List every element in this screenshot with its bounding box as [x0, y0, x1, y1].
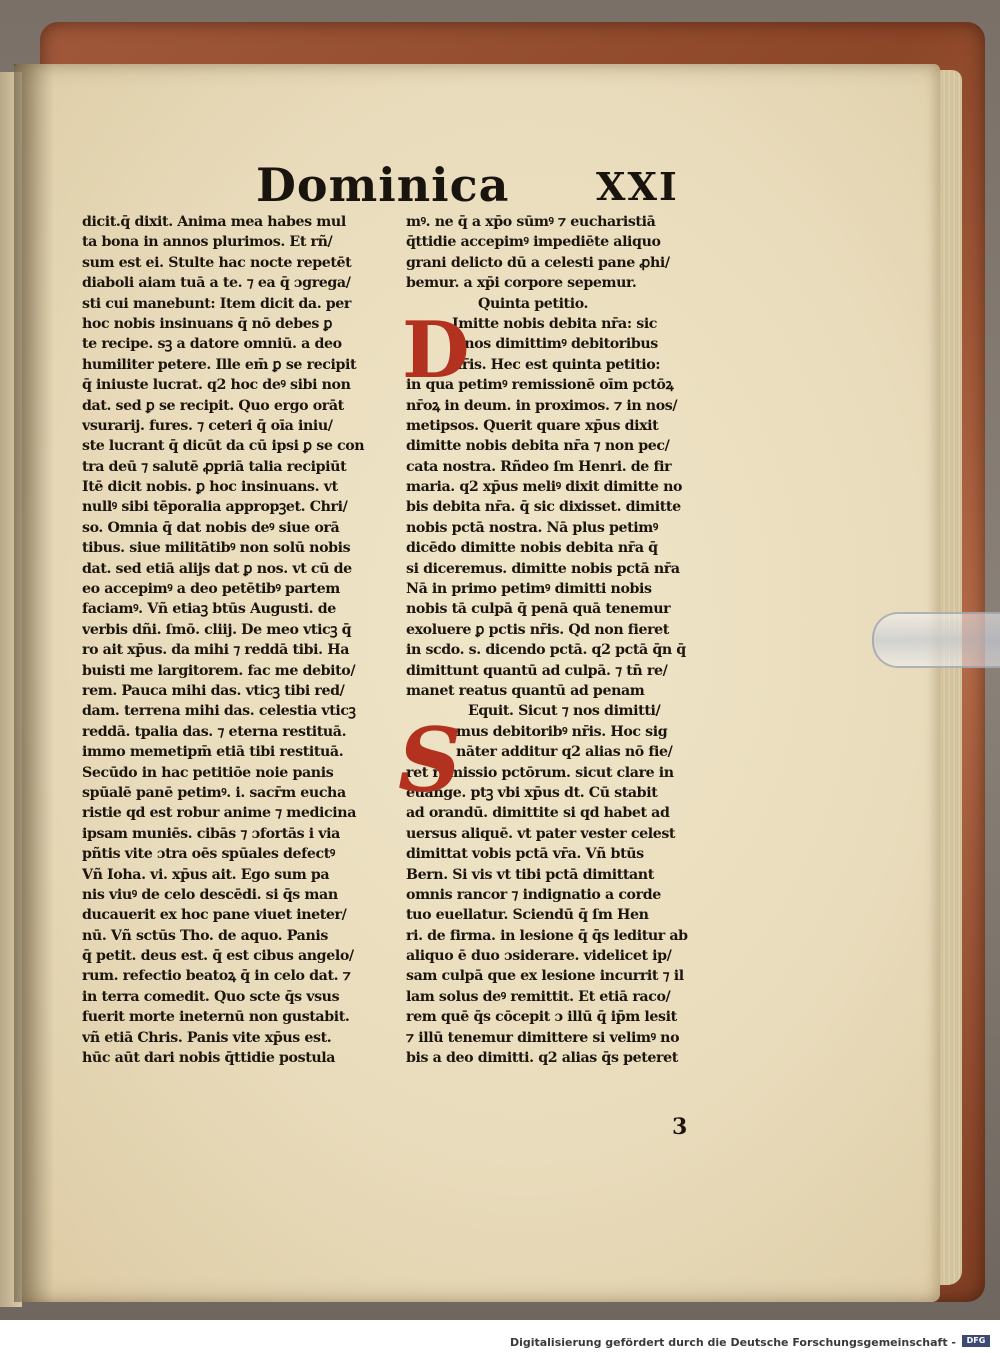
text-line: nr̄oꝝ in deum. in proximos. ⁊ in nos/ — [406, 397, 678, 414]
text-line: lam solus deꝰ remittit. Et etiā raco/ — [406, 988, 671, 1005]
text-line: vsurarij. fures. ⁊ ceteri q̄ oīa iniu/ — [82, 417, 333, 434]
section-number: XXI — [596, 164, 679, 209]
text-line: sti cui manebunt: Item dicit da. per — [82, 295, 351, 312]
text-line: Nā in primo petimꝰ dimitti nobis — [406, 581, 652, 598]
text-line: eo accepimꝰ a deo petētibꝰ partem — [82, 581, 340, 598]
text-line: euange. ptꝫ vbi xp̄us dt. Cū stabit — [406, 784, 658, 801]
text-line: bis debita nr̄a. q̄ sic dixisset. dimitte — [406, 499, 681, 516]
text-line: Quinta petitio. — [478, 295, 589, 312]
text-line: bemur. a xp̄i corpore sepemur. — [406, 275, 637, 292]
text-line: reddā. tpalia das. ⁊ eterna restituā. — [82, 723, 347, 740]
text-line: rem quē q̄s cōcepit ɔ illū q̄ ip̄m lesit — [406, 1009, 677, 1026]
text-line: Equit. Sicut ⁊ nos dimitti/ — [468, 703, 661, 720]
text-line: ⁊ illū tenemur dimittere si velimꝰ no — [406, 1029, 680, 1046]
text-line: sam culpā que ex lesione incurrit ⁊ il — [406, 968, 684, 985]
text-line: in terra comedit. Quo scte q̄s vsus — [82, 988, 340, 1005]
text-line: ducauerit ex hoc pane viuet ineter/ — [82, 907, 347, 924]
text-line: bis a deo dimitti. q2 alias q̄s peteret — [406, 1050, 678, 1067]
text-line: Vñ Ioha. vi. xp̄us ait. Ego sum pa — [82, 866, 330, 883]
text-line: ad orandū. dimittite si qd habet ad — [406, 805, 670, 822]
text-line: rum. refectio beatoꝝ q̄ in celo dat. ⁊ — [82, 968, 351, 985]
text-line: ret remissio pctōrum. sicut clare in — [406, 764, 674, 781]
dfg-logo: DFG — [962, 1335, 990, 1347]
text-line: ipsam muniēs. cibās ⁊ ɔfortās i via — [82, 825, 340, 842]
text-line: q̄ttidie accepimꝰ impediēte aliquo — [406, 234, 661, 251]
footer-credit: Digitalisierung gefördert durch die Deutsche Forschungsgemeinschaft - — [509, 1336, 956, 1349]
text-line: ristie qd est robur anime ⁊ medicina — [82, 805, 356, 822]
text-line: tuo euellatur. Sciendū q̄ ſm Hen — [406, 907, 649, 924]
initial-capital-d: D — [402, 305, 470, 396]
text-line: vñ etiā Chris. Panis vite xp̄us est. — [82, 1029, 332, 1046]
text-line: Imitte nobis debita nr̄a: sic — [452, 315, 658, 332]
text-line: verbis dñi. ſmō. cliij. De meo vticꝫ q̄ — [82, 621, 352, 638]
text-line: si diceremus. dimitte nobis pctā nr̄a — [406, 560, 680, 577]
text-line: dimittat vobis pctā vr̄a. Vñ btūs — [406, 846, 644, 863]
signature-mark: 3 — [672, 1114, 688, 1140]
text-line: nis viuꝰ de celo descēdi. si q̄s man — [82, 886, 338, 903]
running-title: Dominica — [256, 158, 510, 212]
text-line: te recipe. sꝫ a datore omniū. a deo — [82, 336, 342, 353]
text-line: Itē dicit nobis. ꝑ hoc insinuans. vt — [82, 479, 338, 496]
initial-capital-s: S — [398, 708, 462, 812]
text-line: tra deū ⁊ salutē ꝓpriā talia recipiūt — [82, 458, 347, 475]
text-line: cata nostra. Rñdeo ſm Henri. de fir — [406, 458, 672, 475]
text-line: in scdo. s. dicendo pctā. q2 pctā q̄n q̄ — [406, 642, 686, 659]
text-line: tibus. siue militātibꝰ non solū nobis — [82, 540, 351, 557]
text-line: ro ait xp̄us. da mihi ⁊ reddā tibi. Ha — [82, 642, 350, 659]
text-line: nobis pctā nostra. Nā plus petimꝰ — [406, 519, 658, 536]
text-line: uersus aliquē. vt pater vester celest — [406, 825, 676, 842]
text-line: nū. Vñ sctūs Tho. de aquo. Panis — [82, 927, 328, 944]
text-line: omnis rancor ⁊ indignatio a corde — [406, 886, 661, 903]
text-line: humiliter petere. Ille em̄ ꝑ se recipit — [82, 356, 357, 373]
text-line: ta bona in annos plurimos. Et rñ/ — [82, 234, 333, 251]
text-line: manet reatus quantū ad penam — [406, 682, 645, 699]
text-line: grani delicto dū a celesti pane ꝓhi/ — [406, 254, 670, 271]
text-line: mus debitoribꝰ nr̄is. Hoc sig — [456, 723, 668, 740]
text-line: immo memetipm̄ etiā tibi restituā. — [82, 744, 344, 761]
text-line: ste lucrant q̄ dicūt da cū ipsi ꝑ se con — [82, 438, 365, 455]
text-line: hoc nobis insinuans q̄ nō debes ꝑ — [82, 315, 333, 332]
text-line: dimitte nobis debita nr̄a ⁊ non pec/ — [406, 438, 670, 455]
text-line: faciamꝰ. Vñ etiaꝫ btūs Augusti. de — [82, 601, 336, 618]
text-line: rem. Pauca mihi das. vticꝫ tibi red/ — [82, 682, 345, 699]
text-line: Bern. Si vis vt tibi pctā dimittant — [406, 866, 654, 883]
text-line: so. Omnia q̄ dat nobis deꝰ siue orā — [82, 519, 340, 536]
text-line: hūc aūt dari nobis q̄ttidie postula — [82, 1050, 336, 1067]
text-line: nullꝰ sibi tēporalia appropꝫet. Chri/ — [82, 499, 348, 516]
text-line: nobis tā culpā q̄ penā quā tenemur — [406, 601, 671, 618]
page-gutter-shadow — [14, 64, 54, 1302]
text-line: pñtis vite ɔtra oēs spūales defectꝰ — [82, 846, 335, 863]
text-line: fuerit morte ineternū non gustabit. — [82, 1009, 350, 1026]
text-line: maria. q2 xp̄us meliꝰ dixit dimitte no — [406, 479, 683, 496]
text-line: dat. sed ꝑ se recipit. Quo ergo orāt — [82, 397, 344, 414]
text-line: diaboli aiam tuā a te. ⁊ ea q̄ ɔgrega/ — [82, 275, 351, 292]
text-line: spūalē panē petimꝰ. i. sacr̄m eucha — [82, 784, 346, 801]
text-line: dicēdo dimitte nobis debita nr̄a q̄ — [406, 540, 658, 557]
text-line: ri. de firma. in lesione q̄ q̄s leditur ab — [406, 927, 688, 944]
text-line: in qua petimꝰ remissionē oīm pctōꝝ — [406, 377, 674, 394]
text-line: dicit.q̄ dixit. Anima mea habes mul — [82, 214, 346, 230]
page-holder-clip — [872, 612, 1000, 668]
text-line: q̄ iniuste lucrat. q2 hoc deꝰ sibi non — [82, 377, 351, 394]
text-line: nr̄is. Hec est quinta petitio: — [452, 356, 661, 373]
left-text-column — [82, 212, 400, 1068]
text-line: ⁊ nos dimittimꝰ debitoribus — [452, 336, 658, 353]
text-line: q̄ petit. deus est. q̄ est cibus angelo/ — [82, 948, 354, 965]
text-line: aliquo ē duo ɔsiderare. videlicet ip/ — [406, 948, 672, 965]
text-line: sum est ei. Stulte hac nocte repetēt — [82, 254, 352, 271]
text-line: dimittunt quantū ad culpā. ⁊ tn̄ re/ — [406, 662, 668, 679]
text-line: nāter additur q2 alias nō fie/ — [456, 744, 673, 761]
text-line: exoluere ꝑ pctis nr̄is. Qd non fieret — [406, 621, 669, 638]
text-line: dat. sed etiā alijs dat ꝑ nos. vt cū de — [82, 560, 352, 577]
text-line: buisti me largitorem. fac me debito/ — [82, 662, 356, 679]
text-line: Secūdo in hac petitiōe noie panis — [82, 764, 334, 781]
text-line: mꝰ. ne q̄ a xp̄o sūmꝰ ⁊ eucharistiā — [406, 214, 656, 230]
text-line: dam. terrena mihi das. celestia vticꝫ — [82, 703, 356, 720]
text-line: metipsos. Querit quare xp̄us dixit — [406, 417, 659, 434]
